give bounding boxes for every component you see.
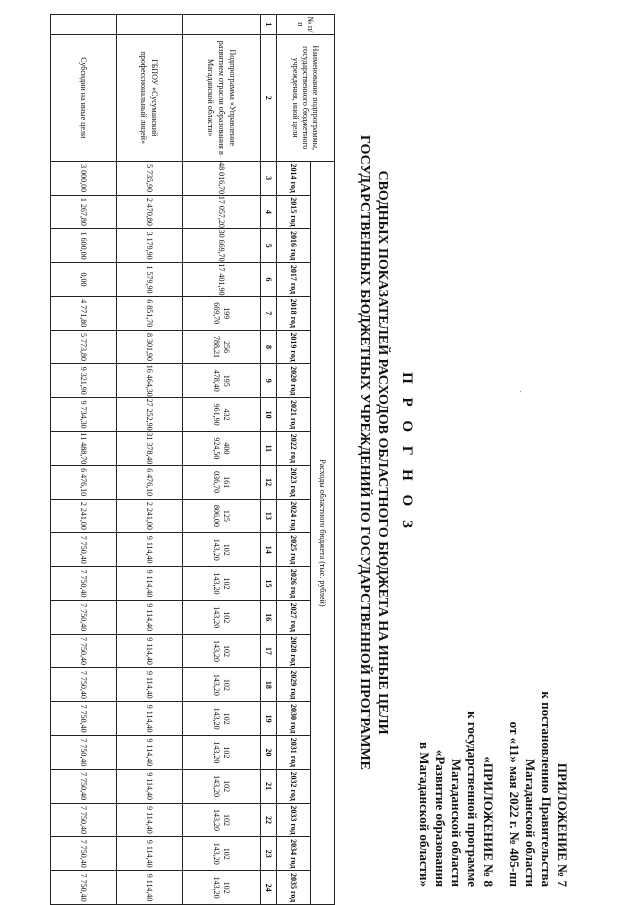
value-cell: 2 470,80 <box>117 195 183 229</box>
row-number <box>117 15 183 35</box>
year-header: 2022 год <box>277 431 311 465</box>
year-header: 2015 год <box>277 195 311 229</box>
value-cell: 2 241,00 <box>117 499 183 533</box>
year-header: 2017 год <box>277 263 311 297</box>
year-header: 2027 год <box>277 600 311 634</box>
value-cell: 8 301,90 <box>117 330 183 364</box>
year-header: 2030 год <box>277 702 311 736</box>
value-cell: 9 114,40 <box>117 871 183 905</box>
column-number: 18 <box>261 668 277 702</box>
value-cell: 3 179,90 <box>117 229 183 263</box>
annex-line: Магаданской области <box>523 758 538 887</box>
value-cell: 7 750,40 <box>51 803 117 837</box>
forecast-table <box>50 14 335 905</box>
column-number: 1 <box>261 15 277 35</box>
value-cell: 125 806,00 <box>183 499 261 533</box>
year-header: 2018 год <box>277 296 311 330</box>
column-number: 15 <box>261 567 277 601</box>
annex2-line: «Развитие образования <box>433 749 448 887</box>
value-cell: 256 788,21 <box>183 330 261 364</box>
column-number: 6 <box>261 263 277 297</box>
value-cell: 17 057,20 <box>183 195 261 229</box>
value-cell: 48 016,70 <box>183 161 261 195</box>
col-header-name: Наименование подпрограммы, государственного бюджетного учреждения, иной цели <box>277 34 335 161</box>
value-cell: 9 114,40 <box>117 533 183 567</box>
value-cell: 7 750,40 <box>51 600 117 634</box>
value-cell: 30 669,70 <box>183 229 261 263</box>
year-header: 2031 год <box>277 736 311 770</box>
year-header: 2032 год <box>277 769 311 803</box>
value-cell: 9 114,40 <box>117 634 183 668</box>
column-number: 22 <box>261 803 277 837</box>
column-number: 16 <box>261 600 277 634</box>
year-header: 2019 год <box>277 330 311 364</box>
column-number: 12 <box>261 465 277 499</box>
column-number: 3 <box>261 161 277 195</box>
column-number: 19 <box>261 702 277 736</box>
column-number: 17 <box>261 634 277 668</box>
column-number: 9 <box>261 364 277 398</box>
year-header: 2023 год <box>277 465 311 499</box>
value-cell: 9 114,40 <box>117 567 183 601</box>
column-number: 13 <box>261 499 277 533</box>
doc-title-line2: ГОСУДАРСТВЕННЫХ БЮДЖЕТНЫХ УЧРЕЖДЕНИЙ ПО ГОСУДАРСТВЕННОЙ ПРОГРАММЕ <box>357 134 372 771</box>
value-cell: 1 267,80 <box>51 195 117 229</box>
table-row <box>117 15 183 905</box>
annex-line: к постановлению Правительства <box>539 691 554 887</box>
year-header: 2014 год <box>277 161 311 195</box>
value-cell: 9 114,40 <box>117 600 183 634</box>
year-header: 2035 год <box>277 871 311 905</box>
value-cell: 6 851,70 <box>117 296 183 330</box>
value-cell: 7 750,40 <box>51 668 117 702</box>
annex-number: ПРИЛОЖЕНИЕ № 7 <box>555 762 570 887</box>
doc-title-line1: СВОДНЫХ ПОКАЗАТЕЛЕЙ РАСХОДОВ ОБЛАСТНОГО БЮДЖЕТА НА ИНЫЕ ЦЕЛИ <box>375 170 390 735</box>
year-header: 2026 год <box>277 567 311 601</box>
row-number <box>183 15 261 35</box>
year-header: 2020 год <box>277 364 311 398</box>
year-header: 2033 год <box>277 803 311 837</box>
value-cell: 0,00 <box>51 263 117 297</box>
annex-header <box>416 657 570 887</box>
value-cell: 7 750,40 <box>51 736 117 770</box>
year-header: 2024 год <box>277 499 311 533</box>
value-cell: 161 036,70 <box>183 465 261 499</box>
year-header: 2029 год <box>277 668 311 702</box>
value-cell: 7 750,40 <box>51 567 117 601</box>
value-cell: 17 401,90 <box>183 263 261 297</box>
column-number: 2 <box>261 34 277 161</box>
scan-mark: · <box>514 390 525 394</box>
value-cell: 7 750,40 <box>51 871 117 905</box>
value-cell: 5 773,80 <box>51 330 117 364</box>
value-cell: 9 114,40 <box>117 769 183 803</box>
value-cell: 9 114,40 <box>117 668 183 702</box>
annex2-line: в Магаданской области» <box>417 742 432 887</box>
value-cell: 102 143,20 <box>183 668 261 702</box>
value-cell: 102 143,20 <box>183 736 261 770</box>
value-cell: 9 114,40 <box>117 803 183 837</box>
value-cell: 102 143,20 <box>183 600 261 634</box>
value-cell: 1 600,00 <box>51 229 117 263</box>
row-name: Субсидии на иные цели <box>51 34 117 161</box>
column-number: 7 <box>261 296 277 330</box>
value-cell: 6 476,10 <box>117 465 183 499</box>
value-cell: 102 143,20 <box>183 871 261 905</box>
value-cell: 102 143,20 <box>183 702 261 736</box>
value-cell: 27 252,90 <box>117 398 183 432</box>
value-cell: 102 143,20 <box>183 837 261 871</box>
value-cell: 199 669,70 <box>183 296 261 330</box>
table-row <box>51 15 117 905</box>
year-header: 2025 год <box>277 533 311 567</box>
column-number: 5 <box>261 229 277 263</box>
value-cell: 9 734,30 <box>51 398 117 432</box>
value-cell: 400 924,50 <box>183 431 261 465</box>
value-cell: 16 464,30 <box>117 364 183 398</box>
value-cell: 9 114,40 <box>117 736 183 770</box>
value-cell: 5 735,90 <box>117 161 183 195</box>
column-number: 23 <box>261 837 277 871</box>
column-number: 14 <box>261 533 277 567</box>
value-cell: 102 143,20 <box>183 567 261 601</box>
value-cell: 9 114,40 <box>117 837 183 871</box>
value-cell: 6 476,10 <box>51 465 117 499</box>
annex2-line: к государственной программе <box>465 711 480 887</box>
row-name: ГБПОУ «Сусуманский профессиональный лицей» <box>117 34 183 161</box>
value-cell: 102 143,20 <box>183 803 261 837</box>
year-header: 2016 год <box>277 229 311 263</box>
value-cell: 102 143,20 <box>183 769 261 803</box>
value-cell: 7 750,40 <box>51 702 117 736</box>
col-header-group: Расходы областного бюджета (тыс. рублей) <box>311 161 335 904</box>
column-number: 24 <box>261 871 277 905</box>
value-cell: 7 750,40 <box>51 634 117 668</box>
col-header-num: № п/п <box>277 15 335 35</box>
value-cell: 195 478,40 <box>183 364 261 398</box>
table-row <box>183 15 261 905</box>
row-name: Подпрограмма «Управление развитием отрасли образования в Магаданской области» <box>183 34 261 161</box>
value-cell: 7 750,40 <box>51 533 117 567</box>
annex2-line: Магаданской области <box>449 758 464 887</box>
value-cell: 31 378,40 <box>117 431 183 465</box>
column-number: 20 <box>261 736 277 770</box>
annex-date: от «11» мая 2022 г. № 405-пп <box>507 721 522 887</box>
value-cell: 3 000,00 <box>51 161 117 195</box>
value-cell: 9 321,90 <box>51 364 117 398</box>
year-header: 2034 год <box>277 837 311 871</box>
value-cell: 432 961,90 <box>183 398 261 432</box>
value-cell: 9 114,40 <box>117 702 183 736</box>
value-cell: 4 771,80 <box>51 296 117 330</box>
value-cell: 2 241,00 <box>51 499 117 533</box>
year-header: 2021 год <box>277 398 311 432</box>
row-number <box>51 15 117 35</box>
value-cell: 102 143,20 <box>183 533 261 567</box>
value-cell: 7 750,40 <box>51 769 117 803</box>
column-number: 11 <box>261 431 277 465</box>
column-number: 21 <box>261 769 277 803</box>
value-cell: 1 579,90 <box>117 263 183 297</box>
value-cell: 7 750,40 <box>51 837 117 871</box>
value-cell: 102 143,20 <box>183 634 261 668</box>
column-number: 8 <box>261 330 277 364</box>
annex2-number: «ПРИЛОЖЕНИЕ № 8 <box>481 756 496 887</box>
column-number: 4 <box>261 195 277 229</box>
value-cell: 11 488,70 <box>51 431 117 465</box>
doc-title-word: П Р О Г Н О З <box>399 372 415 533</box>
column-number: 10 <box>261 398 277 432</box>
year-header: 2028 год <box>277 634 311 668</box>
